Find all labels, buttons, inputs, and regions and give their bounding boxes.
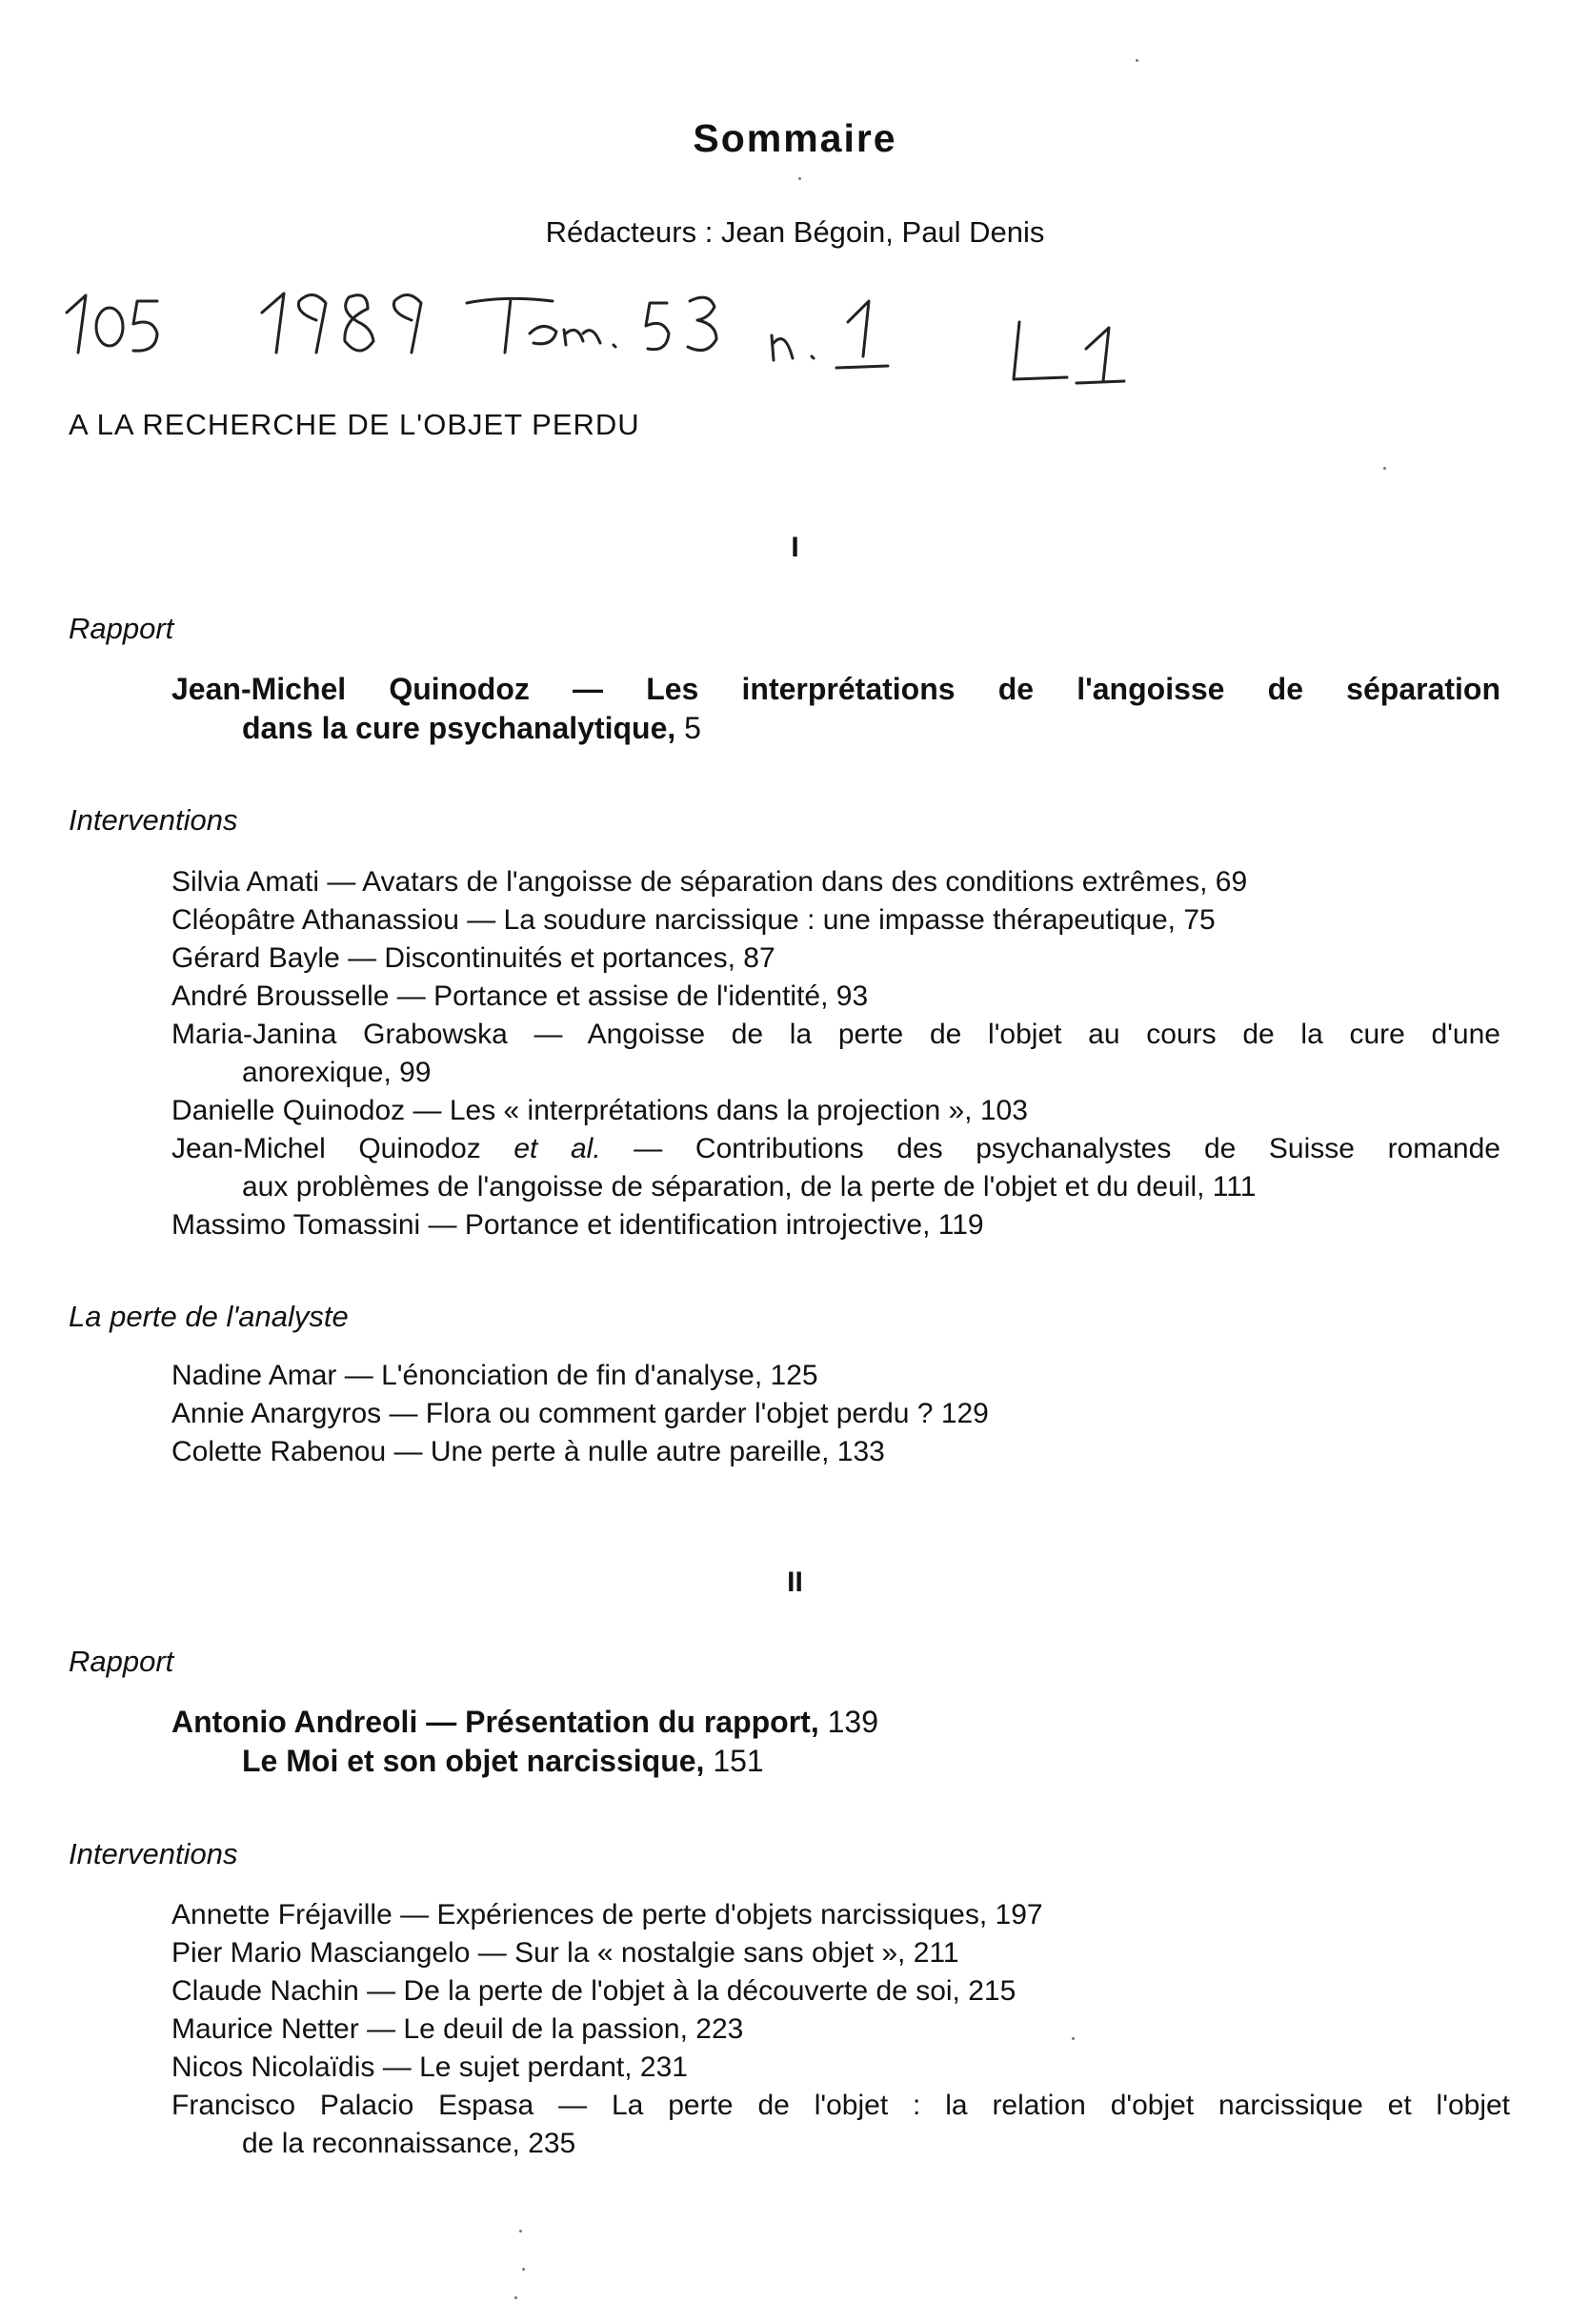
list-item: Danielle Quinodoz — Les « interprétations dans la projection », 103	[171, 1095, 1028, 1126]
heading-interventions-1: Interventions	[69, 803, 238, 837]
list-item: Nicos Nicolaïdis — Le sujet perdant, 231	[171, 2051, 688, 2083]
rapport-2-title: Antonio Andreoli — Présentation du rapport,	[171, 1705, 819, 1739]
loss-list	[171, 1357, 1505, 1471]
section-theme: A LA RECHERCHE DE L'OBJET PERDU	[69, 408, 640, 441]
scan-speck	[1383, 467, 1386, 470]
scan-speck	[519, 2230, 522, 2233]
editors-line: Rédacteurs : Jean Bégoin, Paul Denis	[545, 215, 1045, 249]
page-title: Sommaire	[693, 116, 897, 160]
list-item: Claude Nachin — De la perte de l'objet à la découverte de soi, 215	[171, 1975, 1016, 2007]
part-numeral-2: II	[787, 1566, 803, 1598]
list-item-continuation: anorexique, 99	[242, 1057, 432, 1088]
scan-speck	[1072, 2037, 1075, 2040]
list-item: Nadine Amar — L'énonciation de fin d'analyse, 125	[171, 1360, 818, 1391]
rapport-2-subtitle: Le Moi et son objet narcissique,	[242, 1744, 705, 1778]
scan-speck	[1136, 59, 1138, 62]
rapport-1-line1: Jean-Michel Quinodoz — Les interprétations de l'angoisse de séparation	[171, 672, 1500, 706]
heading-loss-of-analyst: La perte de l'analyste	[69, 1300, 349, 1333]
author-name: Jean-Michel Quinodoz	[171, 1133, 481, 1164]
et-al-label: et al.	[513, 1133, 601, 1164]
list-item: Francisco Palacio Espasa — La perte de l'objet : la relation d'objet narcissique et l'objet	[171, 2090, 1510, 2121]
rapport-1-title-end: dans la cure psychanalytique,	[242, 711, 676, 745]
list-item: Silvia Amati — Avatars de l'angoisse de séparation dans des conditions extrêmes, 69	[171, 866, 1248, 898]
rapport-entry-2	[171, 1703, 1505, 1781]
rapport-2-line1	[171, 1703, 1505, 1742]
list-item: Gérard Bayle — Discontinuités et portances, 87	[171, 942, 775, 974]
rapport-entry-1	[171, 670, 1500, 748]
list-item: Annie Anargyros — Flora ou comment garder l'objet perdu ? 129	[171, 1398, 989, 1429]
scan-speck	[514, 2296, 517, 2299]
list-item: Cléopâtre Athanassiou — La soudure narcissique : une impasse thérapeutique, 75	[171, 904, 1216, 936]
heading-rapport-1: Rapport	[69, 612, 174, 645]
rapport-1-line2	[171, 709, 1500, 748]
handwritten-annotation	[57, 274, 1200, 398]
list-item	[171, 1130, 1500, 1168]
entry-title: — Contributions des psychanalystes de Suisse romande	[634, 1133, 1500, 1164]
list-item: Maria-Janina Grabowska — Angoisse de la perte de l'objet au cours de la cure d'une	[171, 1019, 1500, 1050]
part-numeral-1: I	[791, 532, 799, 563]
scan-speck	[798, 177, 801, 180]
heading-rapport-2: Rapport	[69, 1645, 174, 1678]
rapport-2-page1: 139	[827, 1705, 878, 1739]
list-item: Maurice Netter — Le deuil de la passion, 223	[171, 2013, 744, 2045]
rapport-1-page: 5	[684, 711, 701, 745]
scan-speck	[522, 2268, 525, 2271]
rapport-2-line2	[171, 1742, 1505, 1781]
interventions-list-1	[171, 863, 1500, 1244]
heading-interventions-2: Interventions	[69, 1837, 238, 1870]
list-item-continuation: aux problèmes de l'angoisse de séparation, de la perte de l'objet et du deuil, 111	[242, 1171, 1257, 1202]
list-item: Pier Mario Masciangelo — Sur la « nostalgie sans objet », 211	[171, 1937, 959, 1969]
list-item: André Brousselle — Portance et assise de l'identité, 93	[171, 980, 869, 1012]
list-item-continuation: de la reconnaissance, 235	[242, 2128, 576, 2159]
list-item: Massimo Tomassini — Portance et identification introjective, 119	[171, 1209, 984, 1241]
rapport-2-page2: 151	[713, 1744, 764, 1778]
list-item: Colette Rabenou — Une perte à nulle autre pareille, 133	[171, 1436, 885, 1467]
list-item: Annette Fréjaville — Expériences de perte d'objets narcissiques, 197	[171, 1899, 1043, 1930]
interventions-list-2	[171, 1896, 1510, 2163]
